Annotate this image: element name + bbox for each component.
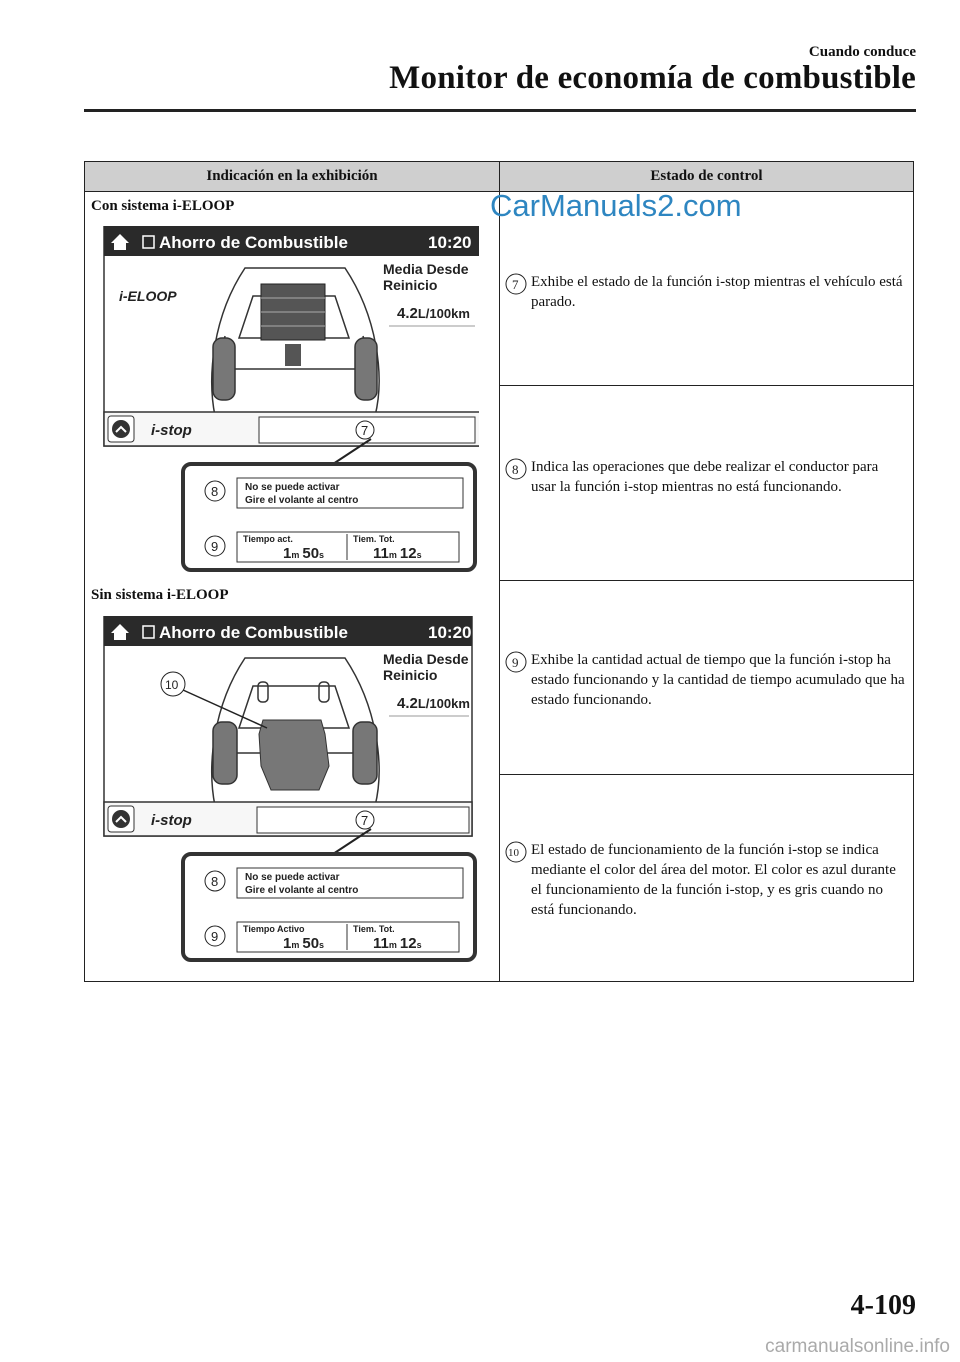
row-divider xyxy=(500,580,913,581)
time-total-label: Tiem. Tot. xyxy=(353,924,395,934)
callout-10-marker xyxy=(505,841,527,863)
svg-text:10: 10 xyxy=(508,847,519,859)
time-active-label: Tiempo act. xyxy=(243,534,293,544)
svg-text:10: 10 xyxy=(165,678,179,692)
engine-area xyxy=(259,720,329,790)
svg-text:8: 8 xyxy=(512,462,519,477)
svg-text:8: 8 xyxy=(211,874,219,889)
watermark: CarManuals2.com xyxy=(490,188,742,223)
svg-text:9: 9 xyxy=(211,929,219,944)
page-number: 4-109 xyxy=(850,1290,916,1321)
section-label: Cuando conduce xyxy=(808,44,916,60)
msg-line-1: No se puede activar xyxy=(245,482,340,493)
description-text: Exhibe el estado de la función i-stop mientras el vehículo está parado. xyxy=(531,274,903,310)
chevron-up-icon xyxy=(112,420,130,438)
label-with-eloop: Con sistema i-ELOOP xyxy=(91,198,235,214)
row-divider xyxy=(500,774,913,775)
msg-line-2: Gire el volante al centro xyxy=(245,885,359,896)
page-title: Monitor de economía de combustible xyxy=(389,60,916,96)
time-active-value: 1m 50s xyxy=(283,935,325,952)
msg-line-1: No se puede activar xyxy=(245,872,340,883)
svg-text:7: 7 xyxy=(361,423,369,438)
chevron-up-icon xyxy=(112,810,130,828)
eloop-label: i-ELOOP xyxy=(119,288,177,304)
time-active-value: 1m 50s xyxy=(283,545,325,562)
avg-readout: 4.2L/100km xyxy=(397,305,470,322)
avg-label-1: Media Desde xyxy=(383,651,469,667)
callout-7-marker xyxy=(505,273,527,295)
svg-text:7: 7 xyxy=(512,277,519,292)
description-text: El estado de funcionamiento de la función i-stop se indica mediante el color del área del motor. El color es azul durante el funcionamiento de la función i-stop, y es gris cuando no está funcionando. xyxy=(531,842,896,918)
info-table xyxy=(84,161,914,982)
istop-label: i-stop xyxy=(151,812,192,829)
row-divider xyxy=(500,385,913,386)
avg-readout: 4.2L/100km xyxy=(397,695,470,712)
display-illustration-eloop xyxy=(103,226,479,576)
header-rule xyxy=(84,109,916,112)
time-total-value: 11m 12s xyxy=(373,545,422,562)
time-total-value: 11m 12s xyxy=(373,935,422,952)
avg-label-1: Media Desde xyxy=(383,261,469,277)
avg-label-2: Reinicio xyxy=(383,667,438,683)
description-row-7 xyxy=(505,272,907,312)
istop-label: i-stop xyxy=(151,422,192,439)
avg-label-2: Reinicio xyxy=(383,277,438,293)
footer-watermark: carmanualsonline.info xyxy=(765,1336,950,1357)
time-active-label: Tiempo Activo xyxy=(243,924,305,934)
screen-title: Ahorro de Combustible xyxy=(159,623,348,642)
column-header-status: Estado de control xyxy=(500,162,913,192)
callout-8-marker xyxy=(505,458,527,480)
screen-title: Ahorro de Combustible xyxy=(159,233,348,252)
callout-9-marker xyxy=(505,651,527,673)
description-row-9 xyxy=(505,650,907,710)
msg-line-2: Gire el volante al centro xyxy=(245,495,359,506)
label-without-eloop: Sin sistema i-ELOOP xyxy=(91,587,229,603)
svg-text:8: 8 xyxy=(211,484,219,499)
svg-text:9: 9 xyxy=(512,655,519,670)
display-illustration-no-eloop xyxy=(103,616,479,966)
screen-clock: 10:20 xyxy=(428,623,472,642)
svg-text:9: 9 xyxy=(211,539,219,554)
column-header-display: Indicación en la exhibición xyxy=(85,162,500,192)
svg-text:7: 7 xyxy=(361,813,369,828)
time-total-label: Tiem. Tot. xyxy=(353,534,395,544)
description-text: Indica las operaciones que debe realizar el conductor para usar la función i-stop mientras no está funcionando. xyxy=(531,459,879,495)
screen-clock: 10:20 xyxy=(428,233,472,252)
column-divider xyxy=(499,191,500,981)
description-row-10 xyxy=(505,840,907,920)
description-row-8 xyxy=(505,457,907,497)
description-text: Exhibe la cantidad actual de tiempo que la función i-stop ha estado funcionando y la cantidad de tiempo acumulado que ha estado funcionando. xyxy=(531,652,905,708)
